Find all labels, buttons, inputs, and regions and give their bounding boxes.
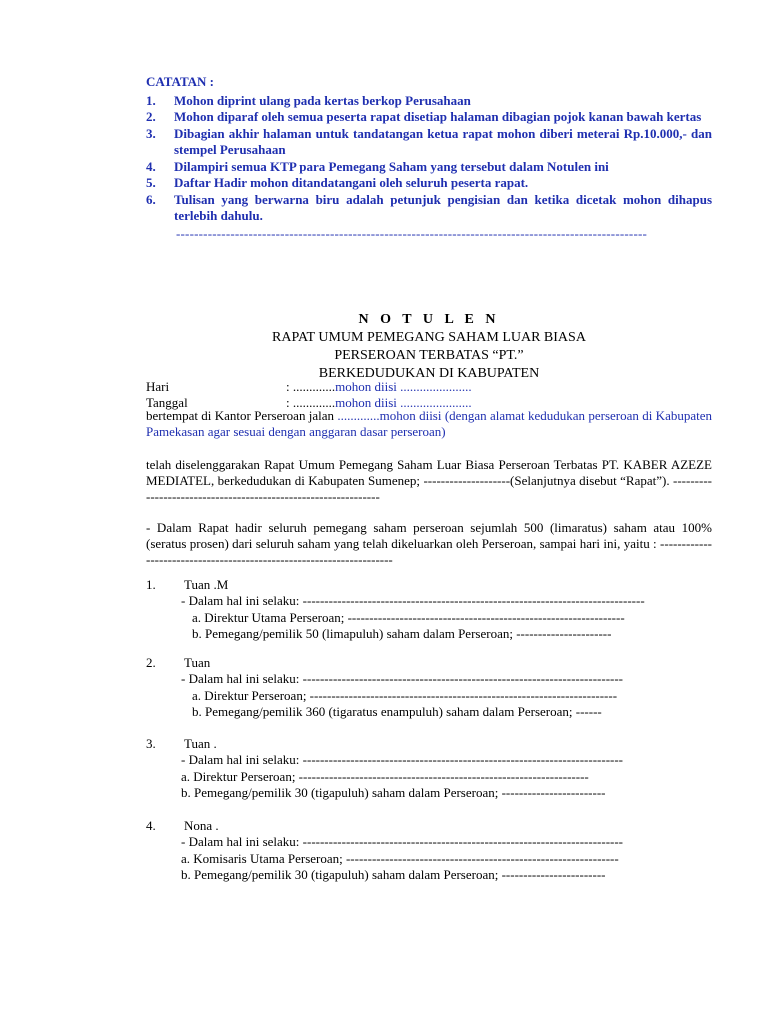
catatan-section <box>146 74 712 242</box>
catatan-item-text: Mohon diprint ulang pada kertas berkop Perusahaan <box>174 92 471 108</box>
location-paragraph <box>146 408 712 440</box>
role-a: a. Komisaris Utama Perseroan; --------------------------------------------------------------- <box>181 851 619 866</box>
shareholder-name: Tuan <box>184 655 211 670</box>
shareholder-entry <box>146 736 712 802</box>
catatan-item <box>146 93 712 110</box>
date-fields <box>146 379 712 411</box>
shareholder-entry <box>146 655 712 721</box>
shareholder-number: 4. <box>146 818 156 833</box>
catatan-item <box>146 159 712 176</box>
location-text: bertempat di Kantor Perseroan jalan <box>146 408 338 423</box>
role-b: b. Pemegang/pemilik 50 (limapuluh) saham dalam Perseroan; ---------------------- <box>192 626 612 641</box>
catatan-item-number: 3. <box>146 125 156 141</box>
role-label: - Dalam hal ini selaku: -------------------------------------------------------------------------- <box>181 752 624 767</box>
role-label: - Dalam hal ini selaku: -------------------------------------------------------------------------- <box>181 671 624 686</box>
hari-label: Hari <box>146 379 170 394</box>
catatan-item-number: 2. <box>146 109 156 124</box>
catatan-item-text: Daftar Hadir mohon ditandatangani oleh seluruh peserta rapat. <box>174 175 529 190</box>
shareholder-name: Tuan . <box>184 736 217 751</box>
attendance-paragraph: - Dalam Rapat hadir seluruh pemegang saham perseroan sejumlah 500 (limaratus) saham atau 100% (seratus prosen) dari seluruh saham yang telah dikeluarkan oleh Perseroan, sampai hari ini, yaitu : --------------------------------------------------------------------- <box>146 520 712 567</box>
hari-prefix: : ............. <box>286 379 336 394</box>
role-label: - Dalam hal ini selaku: ------------------------------------------------------------------------------- <box>181 593 645 608</box>
hari-placeholder: mohon diisi ...................... <box>335 379 472 394</box>
catatan-item <box>146 175 712 192</box>
catatan-list <box>146 93 712 225</box>
heading-line-kedudukan: BERKEDUDUKAN DI KABUPATEN <box>318 366 540 381</box>
shareholder-entry <box>146 818 712 884</box>
location-placeholder: .............mohon diisi (dengan alamat kedudukan perseroan di Kabupaten Pamekasan agar sesuai dengan anggaran dasar perseroan) <box>146 408 712 439</box>
shareholder-entry <box>146 577 712 643</box>
shareholder-number: 3. <box>146 736 156 751</box>
tanggal-label: Tanggal <box>146 395 188 410</box>
notulen-title: N O T U L E N <box>358 312 500 327</box>
catatan-item-number: 6. <box>146 191 156 207</box>
catatan-item <box>146 192 712 225</box>
role-b: b. Pemegang/pemilik 30 (tigapuluh) saham dalam Perseroan; ------------------------ <box>181 867 606 882</box>
catatan-item-text: Dilampiri semua KTP para Pemegang Saham yang tersebut dalam Notulen ini <box>174 158 609 174</box>
catatan-title: CATATAN : <box>146 74 215 89</box>
tanggal-placeholder: mohon diisi ...................... <box>335 395 472 410</box>
catatan-item <box>146 126 712 159</box>
role-b: b. Pemegang/pemilik 360 (tigaratus enampuluh) saham dalam Perseroan; ------ <box>192 704 602 719</box>
role-a: a. Direktur Perseroan; ----------------------------------------------------------------------- <box>192 688 618 703</box>
role-a: a. Direktur Perseroan; ------------------------------------------------------------------- <box>181 769 589 784</box>
shareholder-number: 1. <box>146 577 156 592</box>
shareholder-name: Nona . <box>184 818 219 833</box>
catatan-item-text: Mohon diparaf oleh semua peserta rapat disetiap halaman dibagian pojok kanan bawah kertas <box>174 109 702 124</box>
catatan-item-number: 4. <box>146 158 156 174</box>
meeting-paragraph: telah diselenggarakan Rapat Umum Pemegang Saham Luar Biasa Perseroan Terbatas PT. KABER AZEZE MEDIATEL, berkedudukan di Kabupaten Sumenep; --------------------(Selanjutnya disebut “Rapat”). --------------------------------------------------------------- <box>146 457 712 504</box>
role-label: - Dalam hal ini selaku: -------------------------------------------------------------------------- <box>181 834 624 849</box>
document-heading <box>146 311 712 383</box>
catatan-item-text: Dibagian akhir halaman untuk tandatangan ketua rapat mohon diberi meterai Rp.10.000,- dan stempel Perusahaan <box>174 125 712 157</box>
hari-value <box>286 379 472 395</box>
catatan-item-number: 5. <box>146 175 156 190</box>
role-a: a. Direktur Utama Perseroan; ---------------------------------------------------------------- <box>192 610 625 625</box>
shareholder-number: 2. <box>146 655 156 670</box>
heading-line-pt: PERSEROAN TERBATAS “PT.” <box>334 348 524 363</box>
catatan-item-text: Tulisan yang berwarna biru adalah petunjuk pengisian dan ketika dicetak mohon dihapus terlebih dahulu. <box>174 191 712 223</box>
role-b: b. Pemegang/pemilik 30 (tigapuluh) saham dalam Perseroan; ------------------------ <box>181 785 606 800</box>
catatan-item-number: 1. <box>146 92 156 108</box>
shareholder-name: Tuan .M <box>184 577 229 592</box>
hari-row <box>146 379 712 395</box>
catatan-item <box>146 109 712 126</box>
heading-line-rups: RAPAT UMUM PEMEGANG SAHAM LUAR BIASA <box>272 330 586 345</box>
tanggal-prefix: : ............. <box>286 395 336 410</box>
catatan-separator: -------------------------------------------------------------------------------------------------------- <box>176 225 648 241</box>
